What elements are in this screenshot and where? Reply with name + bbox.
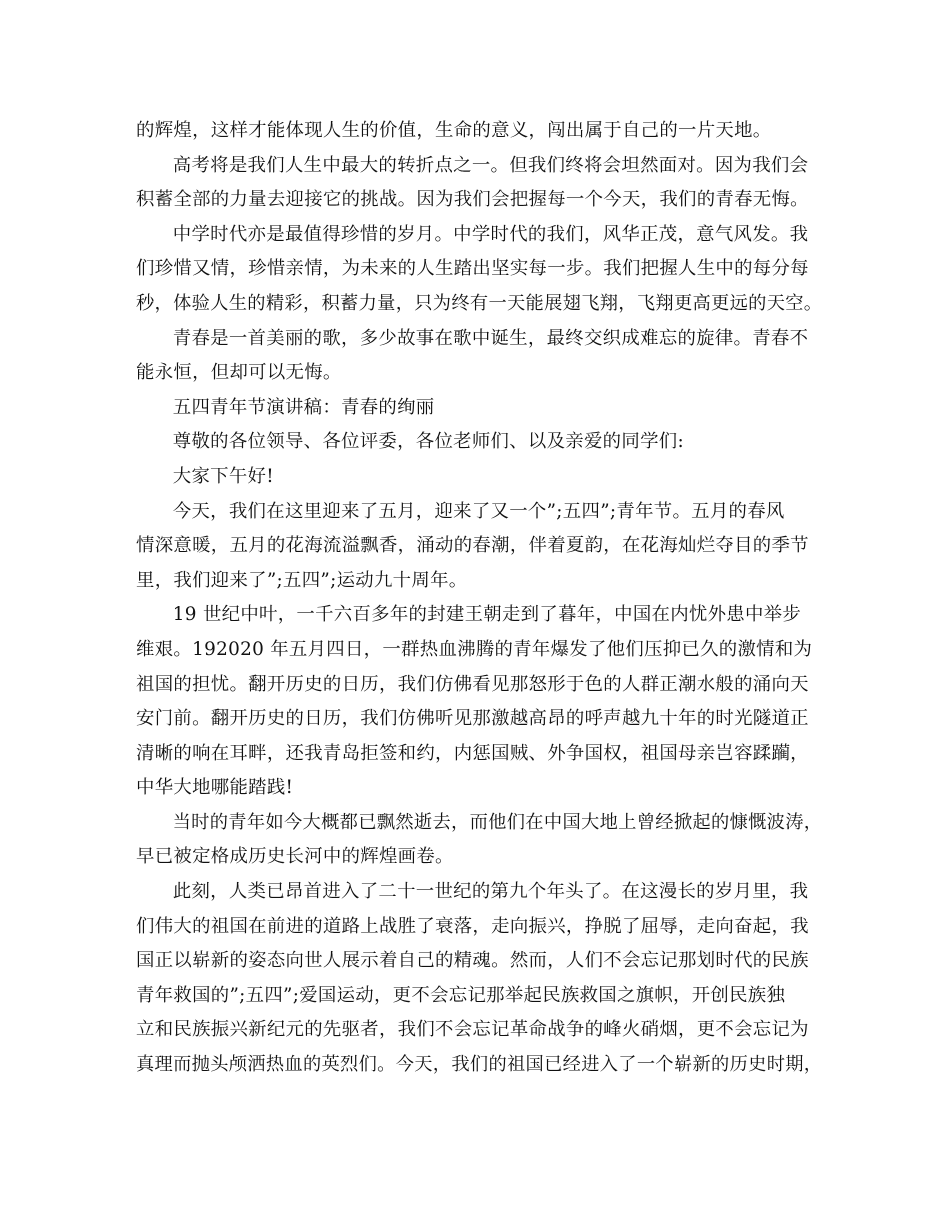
text-line: 此刻，人类已昂首进入了二十一世纪的第九个年头了。在这漫长的岁月里，我 — [172, 881, 809, 903]
text-line: 今天，我们在这里迎来了五月，迎来了又一个”;五四”;青年节。五月的春风 — [172, 500, 785, 522]
text-line: 祖国的担忧。翻开历史的日历，我们仿佛看见那怒形于色的人群正潮水般的涌向天 — [136, 673, 809, 695]
text-line: 早已被定格成历史长河中的辉煌画卷。 — [136, 846, 454, 868]
text-line: 能永恒，但却可以无悔。 — [136, 362, 342, 384]
text-line: 们珍惜又情，珍惜亲情，为未来的人生踏出坚实每一步。我们把握人生中的每分每 — [136, 258, 809, 280]
text-line: 中华大地哪能踏践! — [136, 777, 294, 799]
text-line: 青年救国的”;五四”;爱国运动，更不会忘记那举起民族救国之旗帜，开创民族独 — [136, 984, 786, 1006]
text-line: 真理而抛头颅洒热血的英烈们。今天，我们的祖国已经进入了一个崭新的历史时期， — [136, 1054, 823, 1076]
text-line: 们伟大的祖国在前进的道路上战胜了衰落，走向振兴，挣脱了屈辱，走向奋起，我 — [136, 915, 809, 937]
text-line: 19 世纪中叶，一千六百多年的封建王朝走到了暮年，中国在内忧外患中举步 — [172, 604, 802, 626]
text-line: 立和民族振兴新纪元的先驱者，我们不会忘记革命战争的峰火硝烟，更不会忘记为 — [136, 1019, 809, 1041]
document-body — [136, 114, 826, 1083]
text-line: 维艰。192020 年五月四日，一群热血沸腾的青年爆发了他们压抑已久的激情和为 — [136, 638, 813, 660]
text-line: 的辉煌，这样才能体现人生的价值，生命的意义，闯出属于自己的一片天地。 — [136, 120, 772, 141]
text-line: 秒，体验人生的精彩，积蓄力量，只为终有一天能展翅飞翔，飞翔更高更远的天空。 — [136, 292, 823, 314]
text-line: 情深意暖，五月的花海流溢飘香，涌动的春潮，伴着夏韵，在花海灿烂夺目的季节 — [136, 535, 809, 557]
text-line: 里，我们迎来了”;五四”;运动九十周年。 — [136, 569, 468, 591]
text-line: 当时的青年如今大概都已飘然逝去，而他们在中国大地上曾经掀起的慷慨波涛， — [172, 811, 823, 833]
text-line: 青春是一首美丽的歌，多少故事在歌中诞生，最终交织成难忘的旋律。青春不 — [172, 327, 809, 349]
text-line: 清晰的响在耳畔，还我青岛拒签和约，内惩国贼、外争国权，祖国母亲岂容蹂躏， — [136, 742, 809, 764]
text-line: 国正以崭新的姿态向世人展示着自己的精魂。然而，人们不会忘记那划时代的民族 — [136, 950, 809, 972]
text-line: 安门前。翻开历史的日历，我们仿佛听见那激越高昂的呼声越九十年的时光隧道正 — [136, 708, 809, 730]
text-line: 五四青年节演讲稿：青春的绚丽 — [172, 396, 435, 418]
text-line: 大家下午好! — [172, 465, 274, 487]
text-line: 积蓄全部的力量去迎接它的挑战。因为我们会把握每一个今天，我们的青春无悔。 — [136, 189, 809, 211]
text-line: 高考将是我们人生中最大的转折点之一。但我们终将会坦然面对。因为我们会 — [172, 154, 809, 176]
text-line: 尊敬的各位领导、各位评委，各位老师们、以及亲爱的同学们: — [172, 431, 684, 453]
text-line: 中学时代亦是最值得珍惜的岁月。中学时代的我们，风华正茂，意气风发。我 — [172, 223, 809, 245]
